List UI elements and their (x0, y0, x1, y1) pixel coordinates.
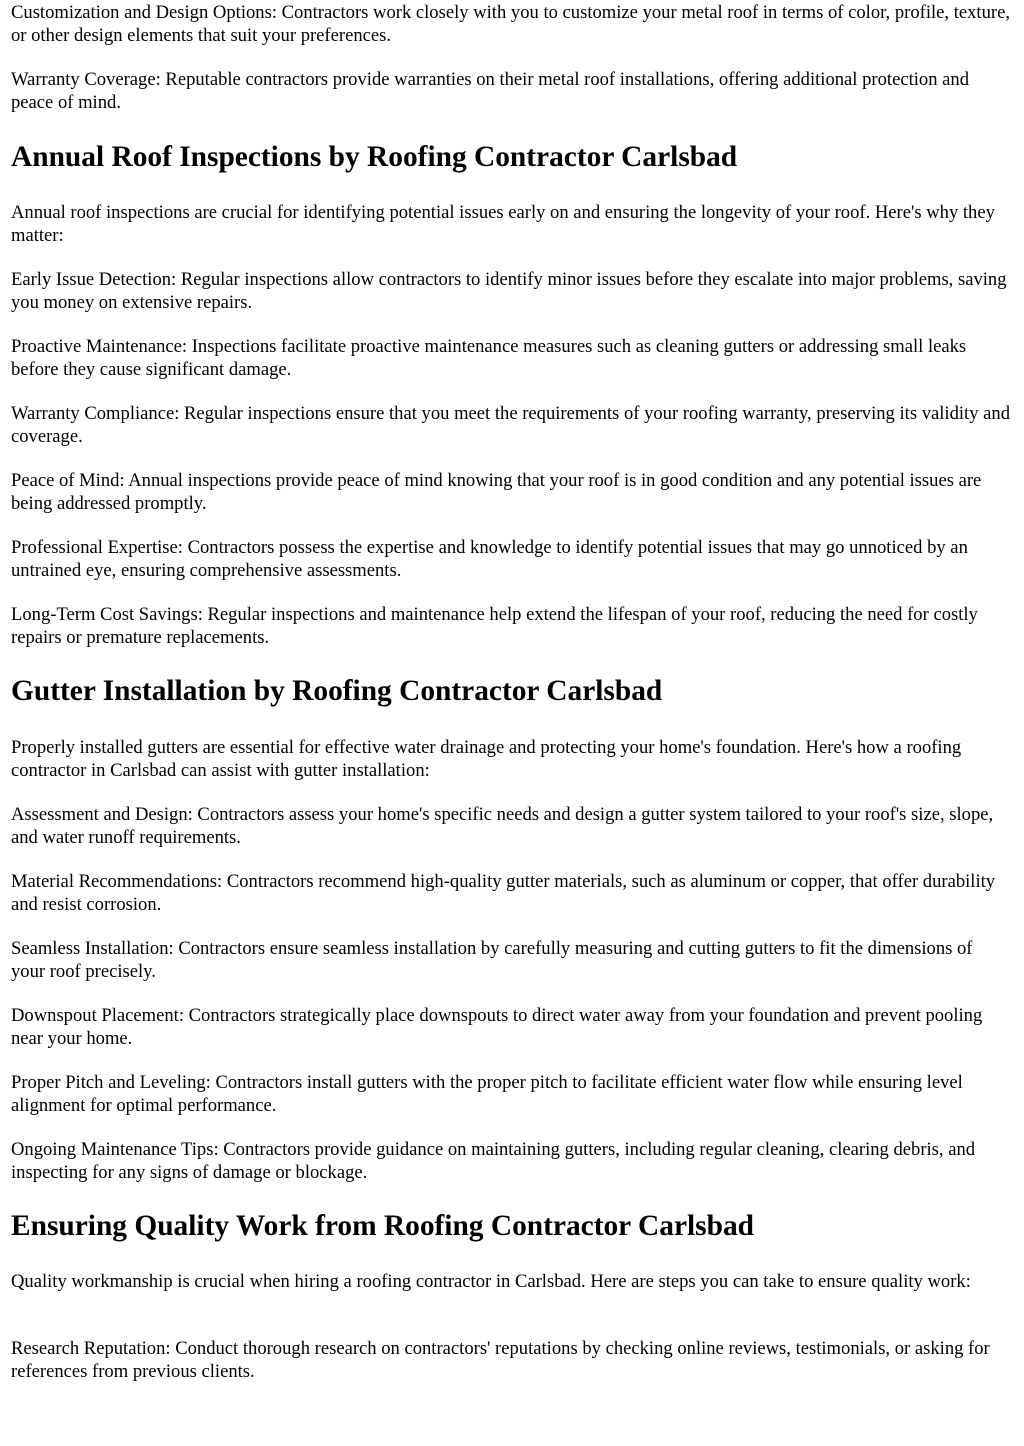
paragraph: Proper Pitch and Leveling: Contractors install gutters with the proper pitch to facilitate efficient water flow while ensuring level alignment for optimal performance. (11, 1072, 963, 1116)
paragraph: Warranty Coverage: Reputable contractors provide warranties on their metal roof installations, offering additional protection and peace of mind. (11, 69, 970, 113)
paragraph: Annual roof inspections are crucial for identifying potential issues early on and ensuring the longevity of your roof. Here's why they matter: (11, 202, 995, 246)
paragraph: Properly installed gutters are essential for effective water drainage and protecting your home's foundation. Here's how a roofing contractor in Carlsbad can assist with gutter installation: (11, 737, 962, 781)
paragraph: Proactive Maintenance: Inspections facilitate proactive maintenance measures such as cleaning gutters or addressing small leaks before they cause significant damage. (11, 336, 967, 380)
section-heading: Annual Roof Inspections by Roofing Contractor Carlsbad (11, 141, 738, 173)
paragraph: Warranty Compliance: Regular inspections ensure that you meet the requirements of your roofing warranty, preserving its validity and coverage. (11, 403, 1011, 447)
paragraph: Peace of Mind: Annual inspections provide peace of mind knowing that your roof is in good condition and any potential issues are being addressed promptly. (11, 470, 982, 514)
paragraph: Professional Expertise: Contractors possess the expertise and knowledge to identify potential issues that may go unnoticed by an untrained eye, ensuring comprehensive assessments. (11, 537, 968, 581)
paragraph: Research Reputation: Conduct thorough research on contractors' reputations by checking online reviews, testimonials, or asking for references from previous clients. (11, 1338, 990, 1382)
paragraph: Early Issue Detection: Regular inspections allow contractors to identify minor issues before they escalate into major problems, saving you money on extensive repairs. (11, 269, 1007, 313)
paragraph: Quality workmanship is crucial when hiring a roofing contractor in Carlsbad. Here are steps you can take to ensure quality work: (11, 1271, 971, 1292)
section-heading: Ensuring Quality Work from Roofing Contractor Carlsbad (11, 1210, 754, 1242)
paragraph: Material Recommendations: Contractors recommend high-quality gutter materials, such as aluminum or copper, that offer durability and resist corrosion. (11, 871, 996, 915)
section-heading: Gutter Installation by Roofing Contractor Carlsbad (11, 675, 663, 707)
paragraph: Seamless Installation: Contractors ensure seamless installation by carefully measuring and cutting gutters to fit the dimensions of your roof precisely. (11, 938, 973, 982)
paragraph: Long-Term Cost Savings: Regular inspections and maintenance help extend the lifespan of your roof, reducing the need for costly repairs or premature replacements. (11, 604, 978, 648)
paragraph: Ongoing Maintenance Tips: Contractors provide guidance on maintaining gutters, including regular cleaning, clearing debris, and inspecting for any signs of damage or blockage. (11, 1139, 976, 1183)
paragraph: Assessment and Design: Contractors assess your home's specific needs and design a gutter system tailored to your roof's size, slope, and water runoff requirements. (11, 804, 994, 848)
paragraph: Customization and Design Options: Contractors work closely with you to customize your metal roof in terms of color, profile, texture, or other design elements that suit your preferences. (11, 2, 1010, 46)
paragraph: Downspout Placement: Contractors strategically place downspouts to direct water away from your foundation and prevent pooling near your home. (11, 1005, 983, 1049)
